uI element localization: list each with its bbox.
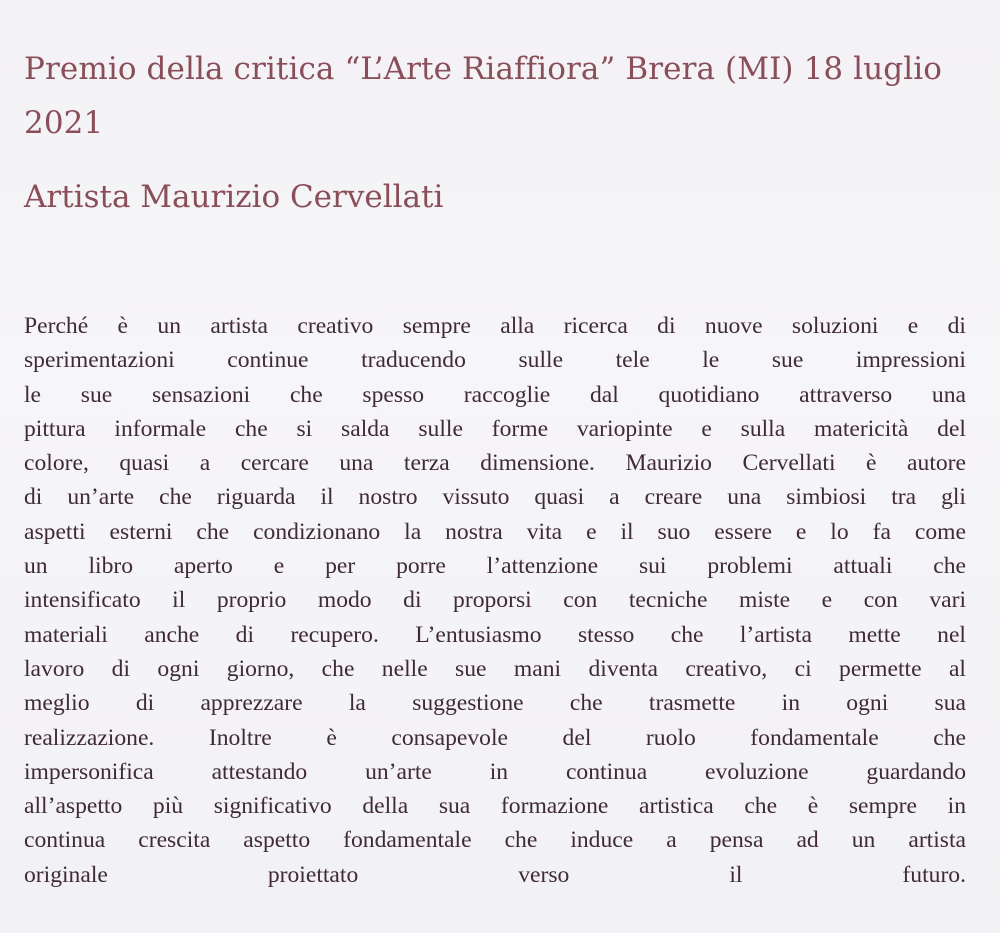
body-line: realizzazione. Inoltre è consapevole del ruolo fondamentale che — [24, 724, 966, 751]
page-title: Premio della critica “L’Arte Riaffiora” Brera (MI) 18 luglio 2021 — [24, 51, 943, 141]
body-line: un libro aperto e per porre l’attenzione sui problemi attuali che — [24, 553, 966, 580]
body-line: pittura informale che si salda sulle forme variopinte e sulla matericità del — [24, 415, 966, 442]
body-line: sperimentazioni continue traducendo sulle tele le sue impressioni — [24, 347, 966, 374]
body-line: materiali anche di recupero. L’entusiasmo stesso che l’artista mette nel — [24, 621, 966, 648]
body-line: di un’arte che riguarda il nostro vissuto quasi a creare una simbiosi tra gli — [24, 484, 966, 511]
body-line: originale proiettato verso il futuro. — [24, 861, 966, 888]
artist-name: Artista Maurizio Cervellati — [24, 179, 444, 215]
body-line: impersonifica attestando un’arte in continua evoluzione guardando — [24, 758, 966, 785]
body-line: le sue sensazioni che spesso raccoglie dal quotidiano attraverso una — [24, 381, 966, 408]
body-line: continua crescita aspetto fondamentale che induce a pensa ad un artista — [24, 827, 966, 854]
body-line: lavoro di ogni giorno, che nelle sue mani diventa creativo, ci permette al — [24, 655, 966, 682]
body-paragraph — [24, 309, 966, 892]
body-line: colore, quasi a cercare una terza dimensione. Maurizio Cervellati è autore — [24, 450, 966, 477]
body-line: Perché è un artista creativo sempre alla ricerca di nuove soluzioni e di — [24, 313, 966, 339]
body-line: meglio di apprezzare la suggestione che trasmette in ogni sua — [24, 690, 966, 717]
body-line: aspetti esterni che condizionano la nostra vita e il suo essere e lo fa come — [24, 518, 966, 545]
body-line: all’aspetto più significativo della sua formazione artistica che è sempre in — [24, 793, 966, 820]
body-line: intensificato il proprio modo di proporsi con tecniche miste e con vari — [24, 587, 966, 614]
